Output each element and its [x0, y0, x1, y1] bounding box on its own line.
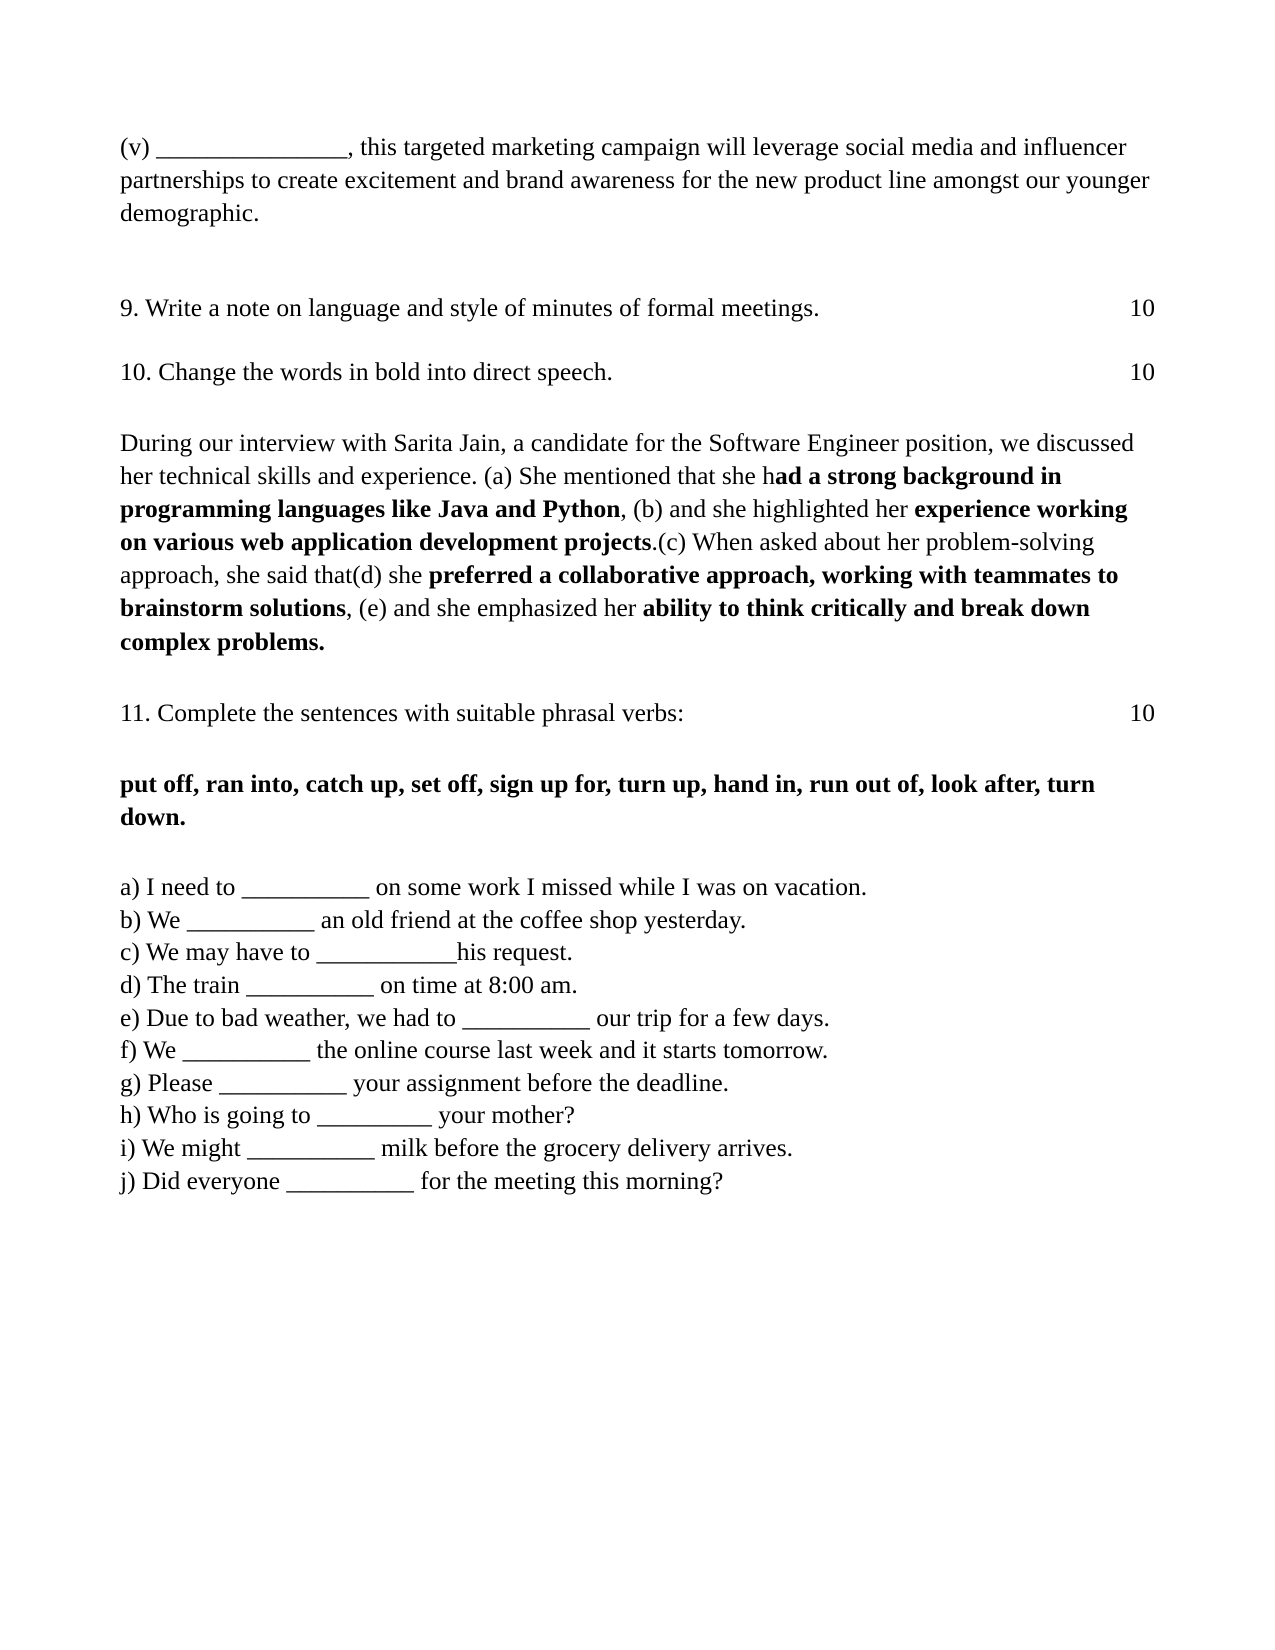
question-9-row	[120, 291, 1157, 324]
question-11-item-list	[120, 871, 1157, 1197]
question-9-text: 9. Write a note on language and style of minutes of formal meetings.	[120, 293, 820, 323]
list-item: d) The train __________ on time at 8:00 am.	[120, 969, 578, 999]
passage-bold-4: ability to think critically and break down complex problems.	[120, 593, 1090, 656]
passage-bold-1: ad a strong background in programming languages like Java and Python	[120, 460, 1062, 523]
list-item: b) We __________ an old friend at the coffee shop yesterday.	[120, 904, 747, 934]
question-10-marks: 10	[1129, 356, 1155, 386]
question-9-marks: 10	[1129, 293, 1155, 323]
spacer	[120, 833, 1157, 871]
passage-part-4: , (e) and she emphasized her	[346, 593, 643, 623]
spacer	[120, 729, 1157, 767]
question-10-text: 10. Change the words in bold into direct speech.	[120, 356, 613, 386]
list-item: f) We __________ the online course last week and it starts tomorrow.	[120, 1035, 829, 1065]
list-item: j) Did everyone __________ for the meeting this morning?	[120, 1165, 724, 1195]
list-item: c) We may have to ___________his request.	[120, 937, 573, 967]
spacer	[120, 325, 1157, 355]
list-item: g) Please __________ your assignment before the deadline.	[120, 1067, 730, 1097]
list-item: i) We might __________ milk before the grocery delivery arrives.	[120, 1133, 794, 1163]
spacer	[120, 229, 1157, 291]
passage-part-1: During our interview with Sarita Jain, a candidate for the Software Engineer position, we discussed her technical skills and experience. (a) She mentioned that she h	[120, 427, 1135, 490]
spacer	[120, 658, 1157, 696]
question-10-row	[120, 355, 1157, 388]
phrasal-verb-word-bank: put off, ran into, catch up, set off, sign up for, turn up, hand in, run out of, look after, turn down.	[120, 768, 1096, 831]
spacer	[120, 388, 1157, 426]
intro-fragment-paragraph: (v) _______________, this targeted marketing campaign will leverage social media and influencer partnerships to create excitement and brand awareness for the new product line amongst our younger demographic.	[120, 132, 1150, 228]
passage-bold-3: preferred a collaborative approach, working with teammates to brainstorm solutions	[120, 560, 1119, 623]
passage-bold-2: experience working on various web application development projects	[120, 493, 1128, 557]
passage-part-3: .(c) When asked about her problem-solving approach, she said that(d) she	[120, 527, 1095, 590]
list-item: a) I need to __________ on some work I missed while I was on vacation.	[120, 872, 868, 902]
question-11-marks: 10	[1129, 697, 1155, 727]
passage-part-2: , (b) and she highlighted her	[620, 493, 915, 523]
question-10-passage	[120, 426, 1157, 658]
list-item: h) Who is going to _________ your mother?	[120, 1100, 575, 1130]
list-item: e) Due to bad weather, we had to __________ our trip for a few days.	[120, 1002, 830, 1032]
question-11-text: 11. Complete the sentences with suitable phrasal verbs:	[120, 697, 685, 727]
question-11-row	[120, 696, 1157, 729]
